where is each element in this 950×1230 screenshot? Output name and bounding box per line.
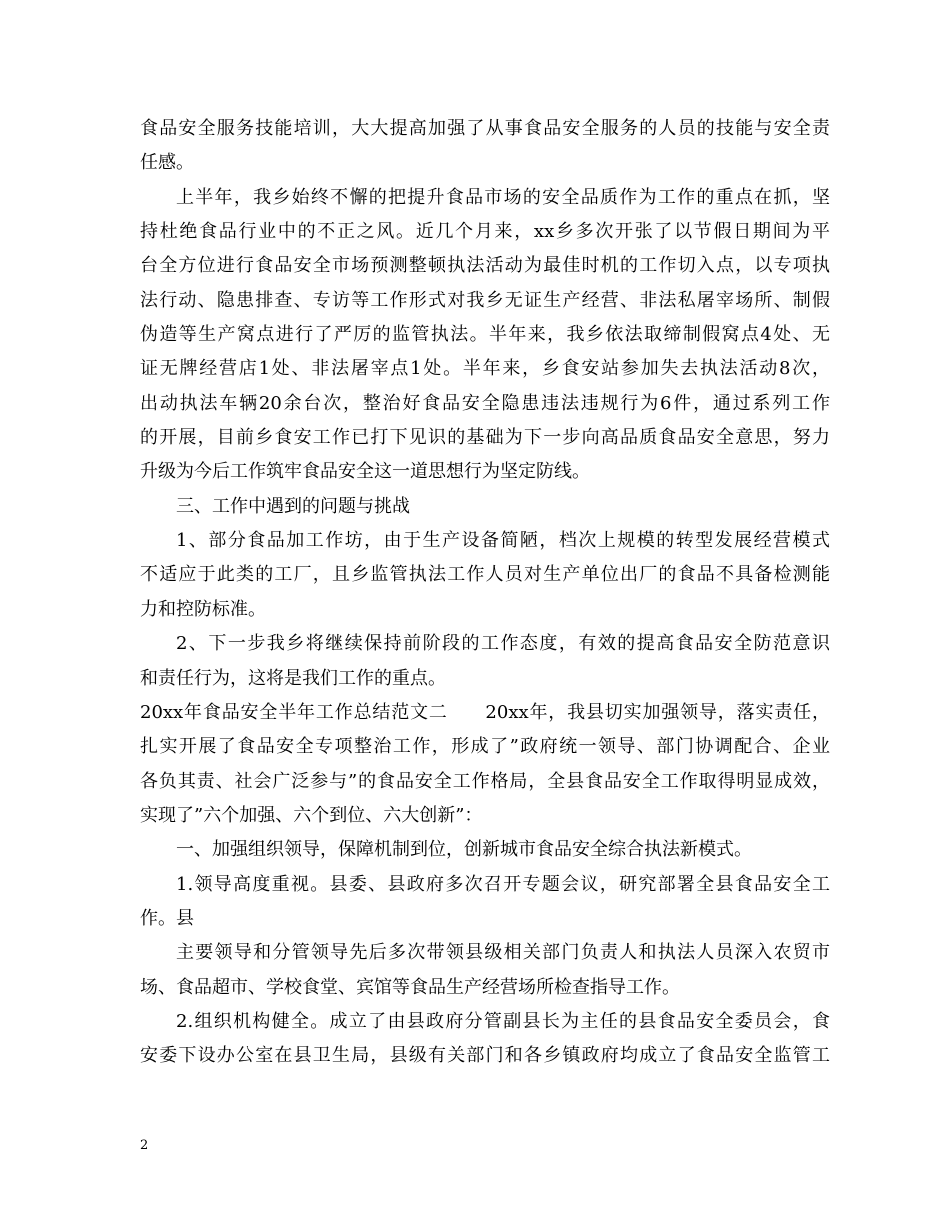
- text-line: 20xx年食品安全半年工作总结范文二 20xx年，我县切实加强领导，落实责任，: [140, 701, 830, 723]
- text-line: 上半年，我乡始终不懈的把提升食品市场的安全品质作为工作的重点在抓，坚: [176, 186, 830, 208]
- text-line: 力和控防标准。: [140, 598, 266, 620]
- page-number: 2: [140, 1138, 149, 1153]
- text-line: 任感。: [140, 152, 194, 174]
- text-line: 作。县: [140, 907, 194, 929]
- text-line: 不适应于此类的工厂，且乡监管执法工作人员对生产单位出厂的食品不具备检测能: [140, 564, 830, 586]
- text-line: 证无牌经营店1处、非法屠宰点1处。半年来，乡食安站参加失去执法活动8次，: [140, 358, 830, 380]
- text-line: 扎实开展了食品安全专项整治工作，形成了”政府统一领导、部门协调配合、企业: [140, 736, 830, 758]
- text-line: 和责任行为，这将是我们工作的重点。: [140, 667, 446, 689]
- text-line: 法行动、隐患排查、专访等工作形式对我乡无证生产经营、非法私屠宰场所、制假: [140, 289, 830, 311]
- text-line: 台全方位进行食品安全市场预测整顿执法活动为最佳时机的工作切入点，以专项执: [140, 255, 830, 277]
- text-line: 2、下一步我乡将继续保持前阶段的工作态度，有效的提高食品安全防范意识: [176, 633, 830, 655]
- text-line: 升级为今后工作筑牢食品安全这一道思想行为坚定防线。: [140, 461, 590, 483]
- text-line: 主要领导和分管领导先后多次带领县级相关部门负责人和执法人员深入农贸市: [176, 942, 830, 964]
- text-line: 安委下设办公室在县卫生局，县级有关部门和各乡镇政府均成立了食品安全监管工: [140, 1045, 830, 1067]
- text-line: 一、加强组织领导，保障机制到位，创新城市食品安全综合执法新模式。: [176, 839, 752, 861]
- text-line: 的开展，目前乡食安工作已打下见识的基础为下一步向高品质食品安全意思，努力: [140, 427, 830, 449]
- text-line: 实现了”六个加强、六个到位、六大创新”：: [140, 804, 483, 826]
- text-line: 各负其责、社会广泛参与”的食品安全工作格局，全县食品安全工作取得明显成效，: [140, 770, 830, 792]
- text-line: 1.领导高度重视。县委、县政府多次召开专题会议，研究部署全县食品安全工: [176, 873, 830, 895]
- text-line: 伪造等生产窝点进行了严厉的监管执法。半年来，我乡依法取缔制假窝点4处、无: [140, 324, 830, 346]
- text-line: 场、食品超市、学校食堂、宾馆等食品生产经营场所检查指导工作。: [140, 976, 680, 998]
- text-line: 持杜绝食品行业中的不正之风。近几个月来，xx乡多次开张了以节假日期间为平: [140, 221, 830, 243]
- text-line: 食品安全服务技能培训，大大提高加强了从事食品安全服务的人员的技能与安全责: [140, 118, 830, 139]
- text-line: 出动执法车辆20余台次，整治好食品安全隐患违法违规行为6件，通过系列工作: [140, 392, 830, 414]
- text-line: 三、工作中遇到的问题与挑战: [176, 495, 410, 517]
- document-body: [140, 112, 830, 1074]
- text-line: 2.组织机构健全。成立了由县政府分管副县长为主任的县食品安全委员会，食: [176, 1010, 830, 1032]
- text-line: 1、部分食品加工作坊，由于生产设备简陋，档次上规模的转型发展经营模式: [176, 530, 830, 552]
